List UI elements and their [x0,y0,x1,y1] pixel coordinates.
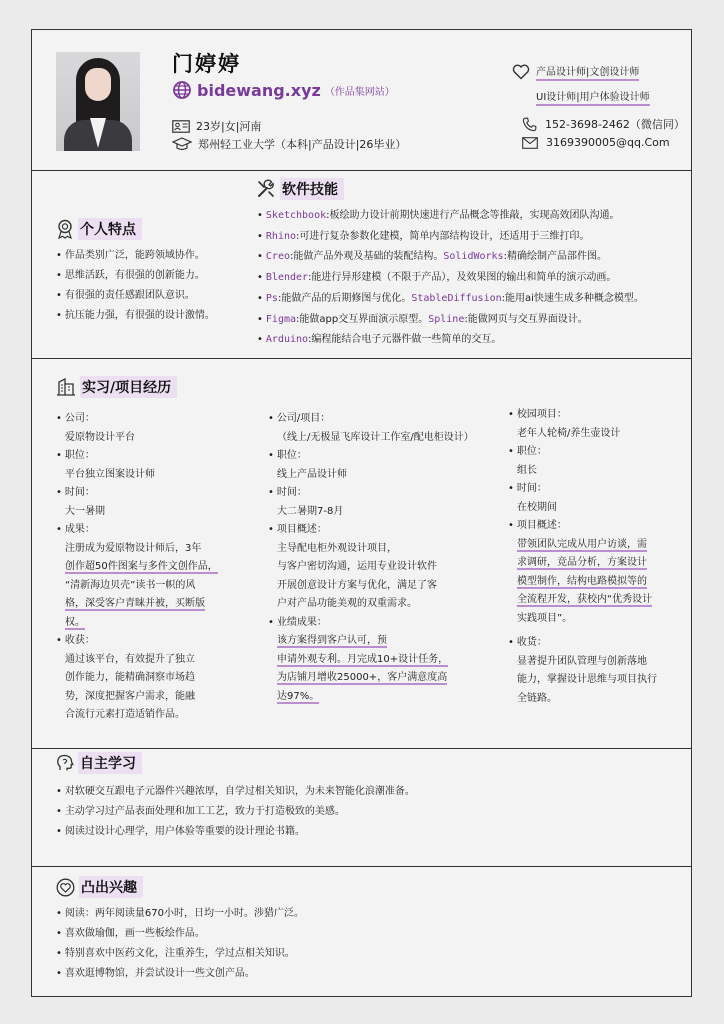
skill-software-name: Blender [265,272,309,284]
heart-circle-icon [56,878,75,897]
list-item: • 特别喜欢中医药文化，注重养生，学过点相关知识。 [56,944,304,964]
list-item: • 抗压能力强，有很强的设计激情。 [56,306,215,326]
gain-line: 能力，掌握设计思维与项目执行 [517,674,657,685]
time-value: 在校期间 [517,501,557,513]
position-value: 平台独立图案设计师 [65,468,155,480]
avatar [56,52,140,151]
divider [32,748,691,749]
list-item: • 有很强的责任感跟团队意识。 [56,286,215,306]
skill-item [257,206,644,227]
list-item: • 阅读过设计心理学，用户体验等重要的设计理论书籍。 [56,822,415,842]
globe-icon [172,80,192,100]
result-label: • 业绩成果： [268,614,498,633]
portfolio-link[interactable] [172,80,395,100]
skill-description: :能进行异形建模（不限于产品），及效果图的输出和简单的演示动画。 [308,272,617,284]
result-line: 为店铺月增收25000+，客户满意度高 [277,672,448,683]
list-item: • 阅读：两年阅读量670小时，日均一小时。涉猎广泛。 [56,904,304,924]
target-roles [536,60,650,110]
experience-column-2 [268,410,498,706]
list-item: • 作品类别广泛，能跨领域协作。 [56,246,215,266]
id-card-icon [172,120,190,133]
graduation-cap-icon [172,137,192,151]
skill-description: :板绘助力设计前期快速进行产品概念等推敲，实现高效团队沟通。 [326,210,620,221]
education-row [172,136,406,152]
result-line: 注册成为爱原物设计师后，3年 [65,542,202,554]
gain-line: 通过该平台，有效提升了独立 [65,653,195,665]
skill-item [257,247,644,268]
overview-line: 全流程开发，获校内“优秀设计 [517,594,653,605]
overview-label: • 项目概述： [508,517,683,536]
skill-description: :能做app交互界面演示原型。 [296,313,429,325]
skill-description: :能用ai快速生成多种概念模型。 [501,292,644,304]
divider [32,358,691,359]
skill-description: :能做产品外观及基础的装配结构。 [290,251,444,263]
overview-line: 求调研，竞品分析，方案设计 [517,557,647,568]
position-label: • 职位： [268,447,498,466]
skill-software-name: Ps [265,292,278,304]
skill-software-name: Spline [428,313,465,325]
result-line: 权。 [65,616,85,628]
result-line: 达97%。 [277,690,320,702]
mail-icon [522,137,538,149]
gain-line: 显著提升团队管理与创新落地 [517,655,647,667]
experience-section-title [56,376,177,398]
overview-line: 户对产品功能美观的双重需求。 [277,598,417,609]
role-line-1: 产品设计师|文创设计师 [536,63,639,81]
gain-label: • 收获： [56,632,246,651]
skill-software-name: Creo [265,251,290,263]
basic-info: 23岁|女|河南 [196,120,262,133]
divider [32,170,691,171]
project-label: • 校园项目： [508,406,683,425]
overview-line: 带领团队完成从用户访谈，需 [517,538,647,550]
skill-software-name: Sketchbook [265,210,327,221]
skill-software-name: StableDiffusion [411,292,502,304]
time-label: • 时间： [56,484,246,503]
overview-line: 模型制作，结构电路模拟等的 [517,575,647,587]
skill-item [257,289,644,310]
result-line: 创作超50件图案与多件文创作品， [65,561,218,572]
company-value: 爱原物设计平台 [65,431,135,443]
overview-line: 开展创意设计方案与优化，满足了客 [277,579,437,591]
personal-list [56,246,215,326]
experience-title: 实习/项目经历 [80,376,177,398]
interests-section-title [56,876,143,898]
result-label: • 成果： [56,521,246,540]
skill-description: :能做网页与交互界面设计。 [464,313,588,325]
skill-item [257,227,644,248]
self-study-title: 自主学习 [78,752,142,774]
role-line-2: UI设计师|用户体验设计师 [536,88,650,106]
skills-title: 软件技能 [280,178,344,200]
experience-column-1 [56,410,246,725]
heart-icon [512,64,530,80]
personal-section-title [56,218,142,240]
self-study-section-title [56,752,142,774]
company-value: （线上/无极显飞库设计工作室/配电柜设计） [277,431,474,443]
basic-info-row [172,118,261,134]
resume-page [31,29,692,997]
website-note: （作品集网站） [324,86,395,98]
company-label: • 公司/项目： [268,410,498,429]
overview-line: 主导配电柜外观设计项目， [277,542,397,554]
list-item: • 主动学习过产品表面处理和加工工艺，致力于打造极致的美感。 [56,802,415,822]
phone-row [522,116,685,132]
person-name: 门婷婷 [172,52,241,76]
time-value: 大二暑期7-8月 [277,505,344,517]
skill-software-name: Rhino [265,230,297,242]
gain-label: • 收货： [508,634,683,653]
position-label: • 职位： [56,447,246,466]
skill-description: :编程能结合电子元器件做一些简单的交互。 [308,334,502,346]
position-value: 线上产品设计师 [277,468,347,480]
personal-title: 个人特点 [78,218,142,240]
skill-software-name: Arduino [265,334,309,346]
overview-line: 与客户密切沟通，运用专业设计软件 [277,561,437,572]
list-item: • 喜欢逛博物馆，并尝试设计一些文创产品。 [56,964,304,984]
overview-label: • 项目概述： [268,521,498,540]
skill-item [257,310,644,331]
experience-column-3 [508,406,683,708]
result-line: 格，深受客户青睐并被，买断版 [65,598,205,609]
skill-software-name: SolidWorks [443,251,504,263]
gain-line: 势，深度把握客户需求，能融 [65,690,195,702]
position-label: • 职位： [508,443,683,462]
email-row [522,136,670,149]
list-item: • 对软硬交互跟电子元器件兴趣浓厚，自学过相关知识，为未来智能化浪潮准备。 [56,782,415,802]
tools-icon [256,179,276,199]
time-value: 大一暑期 [65,505,105,517]
email-address[interactable]: 3169390005@qq.Com [546,136,670,149]
skill-item [257,268,644,289]
skill-software-name: Figma [265,313,297,325]
interests-list [56,904,304,984]
skills-list [257,206,644,351]
skill-description: :精确绘制产品部件图。 [503,251,607,263]
phone-number: 152-3698-2462（微信同） [545,118,685,131]
skills-section-title [256,178,344,200]
overview-line: 实践项目”。 [517,612,573,624]
result-line: 申请外观专利。月完成10+设计任务， [277,653,449,665]
interests-title: 凸出兴趣 [79,876,143,898]
gain-line: 创作能力，能精确洞察市场趋 [65,672,195,683]
time-label: • 时间： [508,480,683,499]
divider [32,866,691,867]
self-study-list [56,782,415,842]
company-label: • 公司： [56,410,246,429]
project-value: 老年人轮椅/养生壶设计 [517,427,621,439]
gain-line: 合流行元素打造适销作品。 [65,709,185,720]
position-value: 组长 [517,464,537,476]
website-text[interactable]: bidewang.xyz [197,80,321,100]
result-line: 该方案得到客户认可，预 [277,635,387,646]
skill-description: :可进行复杂参数化建模，简单内部结构设计，还适用于三维打印。 [296,230,590,242]
skill-description: :能做产品的后期修图与优化。 [277,292,412,304]
list-item: • 思维活跃，有很强的创新能力。 [56,266,215,286]
building-icon [56,378,76,396]
phone-icon [522,117,537,132]
time-label: • 时间： [268,484,498,503]
gain-line: 全链路。 [517,692,557,704]
education: 郑州轻工业大学（本科|产品设计|26毕业） [198,138,407,151]
skill-item [257,330,644,351]
lightbulb-head-icon [56,754,74,772]
award-icon [56,219,74,239]
result-line: “清新海边贝壳”读书一帜的风 [65,579,196,591]
list-item: • 喜欢做瑜伽，画一些板绘作品。 [56,924,304,944]
